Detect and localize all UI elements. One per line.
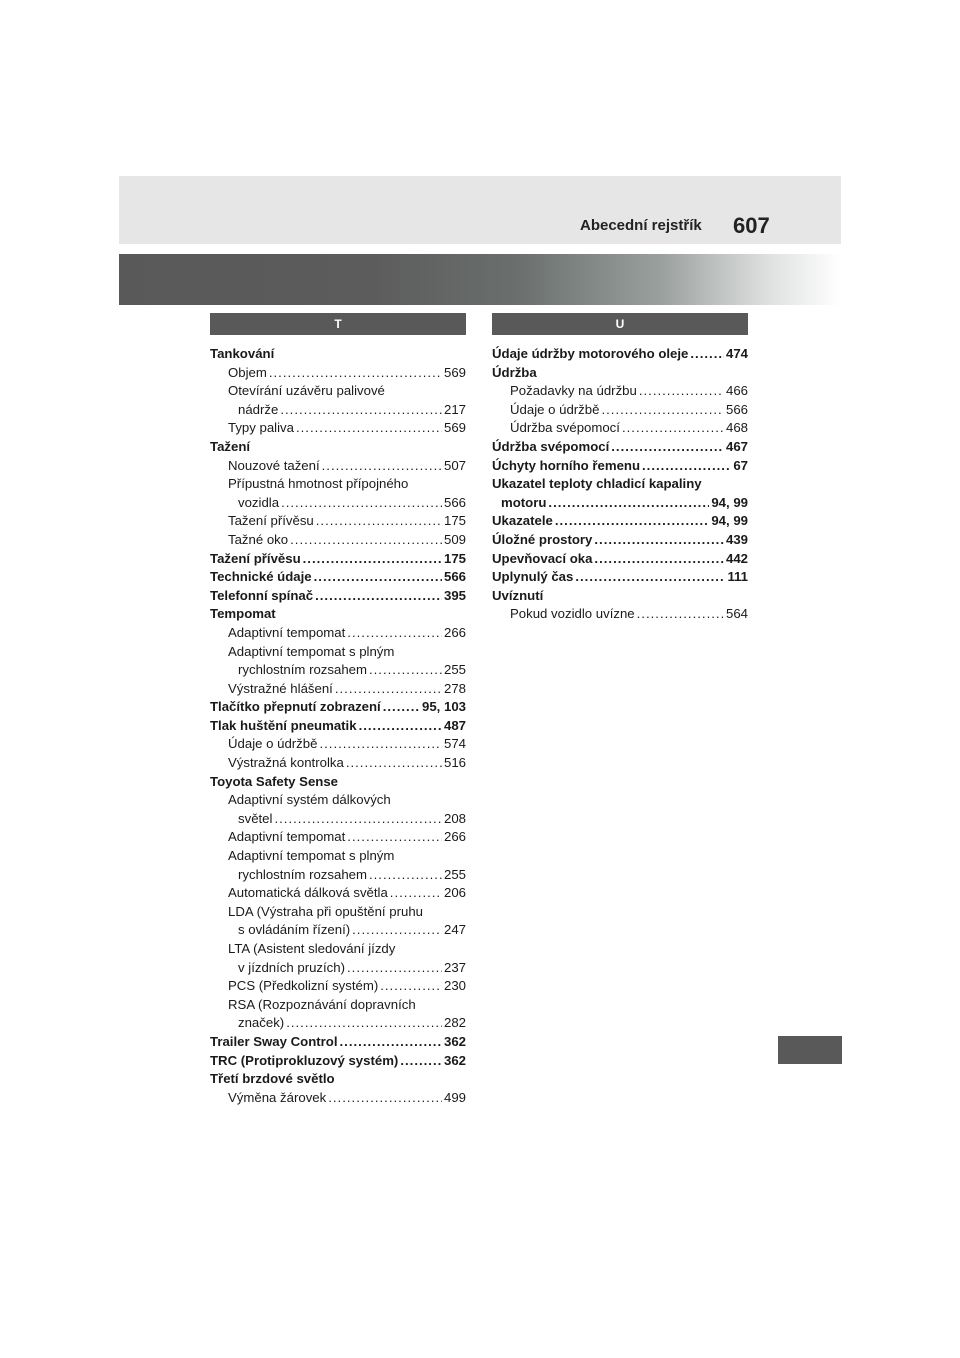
index-entry[interactable]: [210, 735, 466, 754]
index-entry[interactable]: [492, 345, 748, 364]
entry-page: 94, 99: [711, 494, 748, 510]
chapter-side-tab: [778, 1036, 842, 1064]
leader-dots: [290, 531, 442, 550]
index-entry[interactable]: [210, 1070, 466, 1089]
entry-text: motoru: [501, 494, 547, 510]
index-entry[interactable]: [210, 382, 466, 401]
leader-dots: [315, 587, 442, 606]
entry-page: 395: [443, 587, 466, 603]
entry-text: Adaptivní tempomat: [228, 829, 346, 845]
entry-text: Třetí brzdové světlo: [210, 1071, 335, 1087]
entry-page: 206: [443, 885, 466, 901]
page-number: 607: [733, 213, 770, 238]
entry-text: LDA (Výstraha při opuštění pruhu: [228, 903, 423, 919]
entry-text: nádrže: [238, 401, 279, 417]
entry-text: Uplynulý čas: [492, 569, 574, 585]
entry-page: 507: [443, 457, 466, 473]
index-entry[interactable]: [210, 661, 466, 680]
index-entry[interactable]: [492, 550, 748, 569]
entry-text: Adaptivní tempomat: [228, 624, 346, 640]
leader-dots: [274, 810, 442, 829]
leader-dots: [269, 364, 442, 383]
index-entry[interactable]: [210, 550, 466, 569]
index-entry[interactable]: [210, 531, 466, 550]
entry-page: 569: [443, 364, 466, 380]
index-entry[interactable]: [210, 1089, 466, 1108]
index-entry[interactable]: [492, 401, 748, 420]
entry-text: Adaptivní systém dálkových: [228, 792, 391, 808]
entry-page: 467: [725, 438, 748, 454]
entry-text: Tempomat: [210, 606, 276, 622]
entry-text: Výměna žárovek: [228, 1089, 327, 1105]
leader-dots: [555, 512, 709, 531]
leader-dots: [383, 698, 420, 717]
index-entry[interactable]: [492, 364, 748, 383]
index-entry[interactable]: [210, 1052, 466, 1071]
entry-text: Údržba: [492, 364, 537, 380]
leader-dots: [322, 457, 442, 476]
entry-text: Tlak huštění pneumatik: [210, 717, 357, 733]
index-entry[interactable]: [210, 698, 466, 717]
entry-page: 111: [727, 569, 748, 585]
index-entry[interactable]: [210, 457, 466, 476]
index-entry[interactable]: [210, 587, 466, 606]
index-entry[interactable]: [210, 754, 466, 773]
entry-page: 362: [443, 1052, 466, 1068]
entry-text: Údaje údržby motorového oleje: [492, 346, 689, 361]
leader-dots: [281, 494, 442, 513]
index-entry[interactable]: [492, 438, 748, 457]
leader-dots: [347, 828, 442, 847]
leader-dots: [328, 1089, 442, 1108]
entry-text: Ukazatel teploty chladicí kapaliny: [492, 476, 702, 492]
entry-text: Tažení přívěsu: [228, 513, 314, 529]
index-entry[interactable]: [210, 791, 466, 810]
entry-page: 208: [443, 810, 466, 826]
entry-page: 516: [443, 755, 466, 771]
index-entry[interactable]: [492, 419, 748, 438]
index-entry[interactable]: [210, 605, 466, 624]
entry-page: 266: [443, 624, 466, 640]
index-entry[interactable]: [492, 475, 748, 494]
leader-dots: [286, 1014, 442, 1033]
entry-page: 566: [443, 494, 466, 510]
decorative-gradient-band: [119, 254, 841, 305]
entry-text: Otevírání uzávěru palivové: [228, 383, 385, 399]
entry-text: v jízdních pruzích): [238, 959, 346, 975]
entry-text: Pokud vozidlo uvízne: [510, 606, 635, 622]
index-entry[interactable]: [492, 457, 748, 476]
entry-text: rychlostním rozsahem: [238, 662, 367, 678]
entry-page: 94, 99: [711, 513, 748, 529]
index-entry[interactable]: [210, 828, 466, 847]
leader-dots: [601, 401, 724, 420]
leader-dots: [622, 419, 724, 438]
entry-text: vozidla: [238, 494, 280, 510]
entry-page: 175: [443, 550, 466, 566]
index-entry[interactable]: [210, 419, 466, 438]
entry-text: Přípustná hmotnost přípojného: [228, 476, 409, 492]
entry-text: Údržba svépomocí: [492, 438, 610, 454]
index-entry[interactable]: [492, 382, 748, 401]
index-entry[interactable]: [210, 847, 466, 866]
index-entry[interactable]: [492, 512, 748, 531]
leader-dots: [314, 568, 442, 587]
entry-page: 468: [725, 420, 748, 436]
entry-text: světel: [238, 810, 273, 826]
entry-text: Upevňovací oka: [492, 550, 593, 566]
entry-page: 247: [443, 922, 466, 938]
entry-text: Údržba svépomocí: [510, 420, 620, 436]
entry-page: 255: [443, 866, 466, 882]
index-column-t: [210, 313, 466, 1107]
entry-page: 509: [443, 531, 466, 547]
leader-dots: [296, 419, 442, 438]
entry-text: Objem: [228, 364, 267, 380]
entry-text: Tlačítko přepnutí zobrazení: [210, 699, 381, 715]
leader-dots: [280, 401, 442, 420]
entry-text: Údaje o údržbě: [228, 736, 318, 752]
leader-dots: [594, 531, 724, 550]
leader-dots: [369, 866, 442, 885]
leader-dots: [335, 680, 442, 699]
entry-page: 237: [443, 959, 466, 975]
index-entry[interactable]: [210, 512, 466, 531]
entry-text: RSA (Rozpoznávání dopravních: [228, 996, 416, 1012]
index-entry[interactable]: [210, 903, 466, 922]
leader-dots: [642, 457, 731, 476]
entry-page: 282: [443, 1015, 466, 1031]
index-entry[interactable]: [210, 921, 466, 940]
entry-page: 499: [443, 1089, 466, 1105]
leader-dots: [611, 438, 724, 457]
leader-dots: [359, 717, 442, 736]
entry-page: 266: [443, 829, 466, 845]
entry-text: Úložné prostory: [492, 531, 593, 547]
entry-page: 278: [443, 680, 466, 696]
entry-page: 230: [443, 978, 466, 994]
index-entry[interactable]: [210, 643, 466, 662]
index-entry[interactable]: [210, 717, 466, 736]
index-entry[interactable]: [210, 494, 466, 513]
leader-dots: [303, 550, 442, 569]
leader-dots: [346, 754, 442, 773]
leader-dots: [400, 1052, 442, 1071]
index-entry[interactable]: [492, 494, 748, 513]
leader-dots: [575, 568, 725, 587]
entry-text: TRC (Protiprokluzový systém): [210, 1052, 399, 1068]
entry-text: Adaptivní tempomat s plným: [228, 643, 395, 659]
index-entries-u: [492, 345, 748, 624]
entry-text: Požadavky na údržbu: [510, 383, 637, 399]
leader-dots: [390, 884, 442, 903]
entry-text: Technické údaje: [210, 569, 312, 585]
letter-header-t: T: [210, 313, 466, 335]
entry-text: Ukazatele: [492, 513, 553, 529]
leader-dots: [347, 624, 442, 643]
entry-text: PCS (Předkolizní systém): [228, 978, 379, 994]
entry-text: rychlostním rozsahem: [238, 866, 367, 882]
entry-text: značek): [238, 1015, 285, 1031]
entry-text: Údaje o údržbě: [510, 401, 600, 417]
index-entry[interactable]: [210, 996, 466, 1015]
index-entry[interactable]: [210, 940, 466, 959]
entry-page: 466: [725, 383, 748, 399]
index-entry[interactable]: [210, 773, 466, 792]
leader-dots: [316, 512, 442, 531]
entry-text: Tažné oko: [228, 531, 289, 547]
entry-text: Adaptivní tempomat s plným: [228, 848, 395, 864]
entry-page: 439: [725, 531, 748, 547]
leader-dots: [340, 1033, 442, 1052]
entry-page: 362: [443, 1033, 466, 1049]
entry-text: Uvíznutí: [492, 587, 544, 603]
index-entry[interactable]: [210, 680, 466, 699]
leader-dots: [594, 550, 724, 569]
entry-text: Úchyty horního řemenu: [492, 457, 641, 473]
entry-page: 175: [443, 513, 466, 529]
entry-page: 487: [443, 717, 466, 733]
index-entry[interactable]: [210, 568, 466, 587]
section-title: Abecední rejstřík: [580, 217, 702, 234]
leader-dots: [690, 345, 724, 364]
entry-page: 566: [443, 569, 466, 585]
entry-text: Tažení přívěsu: [210, 550, 301, 566]
index-entry[interactable]: [210, 401, 466, 420]
index-entry[interactable]: [210, 1033, 466, 1052]
index-entry[interactable]: [492, 531, 748, 550]
entry-page: 217: [443, 401, 466, 417]
entry-text: Telefonní spínač: [210, 587, 314, 603]
leader-dots: [637, 605, 724, 624]
entry-page: 474: [725, 346, 748, 361]
entry-text: Nouzové tažení: [228, 457, 320, 473]
leader-dots: [380, 977, 442, 996]
leader-dots: [369, 661, 442, 680]
index-entry[interactable]: [492, 605, 748, 624]
entry-page: 569: [443, 420, 466, 436]
entry-text: Typy paliva: [228, 420, 294, 436]
index-entry[interactable]: [210, 364, 466, 383]
entry-text: Výstražné hlášení: [228, 680, 333, 696]
entry-text: Trailer Sway Control: [210, 1033, 338, 1049]
index-entry[interactable]: [210, 475, 466, 494]
index-entry[interactable]: [210, 977, 466, 996]
entry-page: 566: [725, 401, 748, 417]
letter-header-u: U: [492, 313, 748, 335]
entry-page: 442: [725, 550, 748, 566]
index-entry[interactable]: [210, 624, 466, 643]
entry-text: Tažení: [210, 438, 251, 454]
entry-page: 67: [733, 457, 748, 473]
index-entry[interactable]: [210, 810, 466, 829]
index-column-u: [492, 313, 748, 624]
entry-page: 95, 103: [422, 699, 466, 715]
index-entry[interactable]: [210, 438, 466, 457]
entry-text: Toyota Safety Sense: [210, 773, 339, 789]
index-entry[interactable]: [210, 345, 466, 364]
index-entries-t: [210, 345, 466, 1107]
index-entry[interactable]: [210, 959, 466, 978]
entry-page: 564: [725, 606, 748, 622]
entry-text: Automatická dálková světla: [228, 885, 388, 901]
leader-dots: [352, 921, 442, 940]
entry-text: Výstražná kontrolka: [228, 755, 344, 771]
index-entry[interactable]: [492, 568, 748, 587]
index-entry[interactable]: [210, 1014, 466, 1033]
entry-text: Tankování: [210, 346, 275, 361]
leader-dots: [639, 382, 724, 401]
index-entry[interactable]: [210, 884, 466, 903]
entry-page: 574: [443, 736, 466, 752]
entry-text: s ovládáním řízení): [238, 922, 351, 938]
leader-dots: [548, 494, 709, 513]
index-entry[interactable]: [492, 587, 748, 606]
leader-dots: [347, 959, 442, 978]
leader-dots: [319, 735, 442, 754]
entry-page: 255: [443, 662, 466, 678]
index-entry[interactable]: [210, 866, 466, 885]
entry-text: LTA (Asistent sledování jízdy: [228, 941, 396, 956]
